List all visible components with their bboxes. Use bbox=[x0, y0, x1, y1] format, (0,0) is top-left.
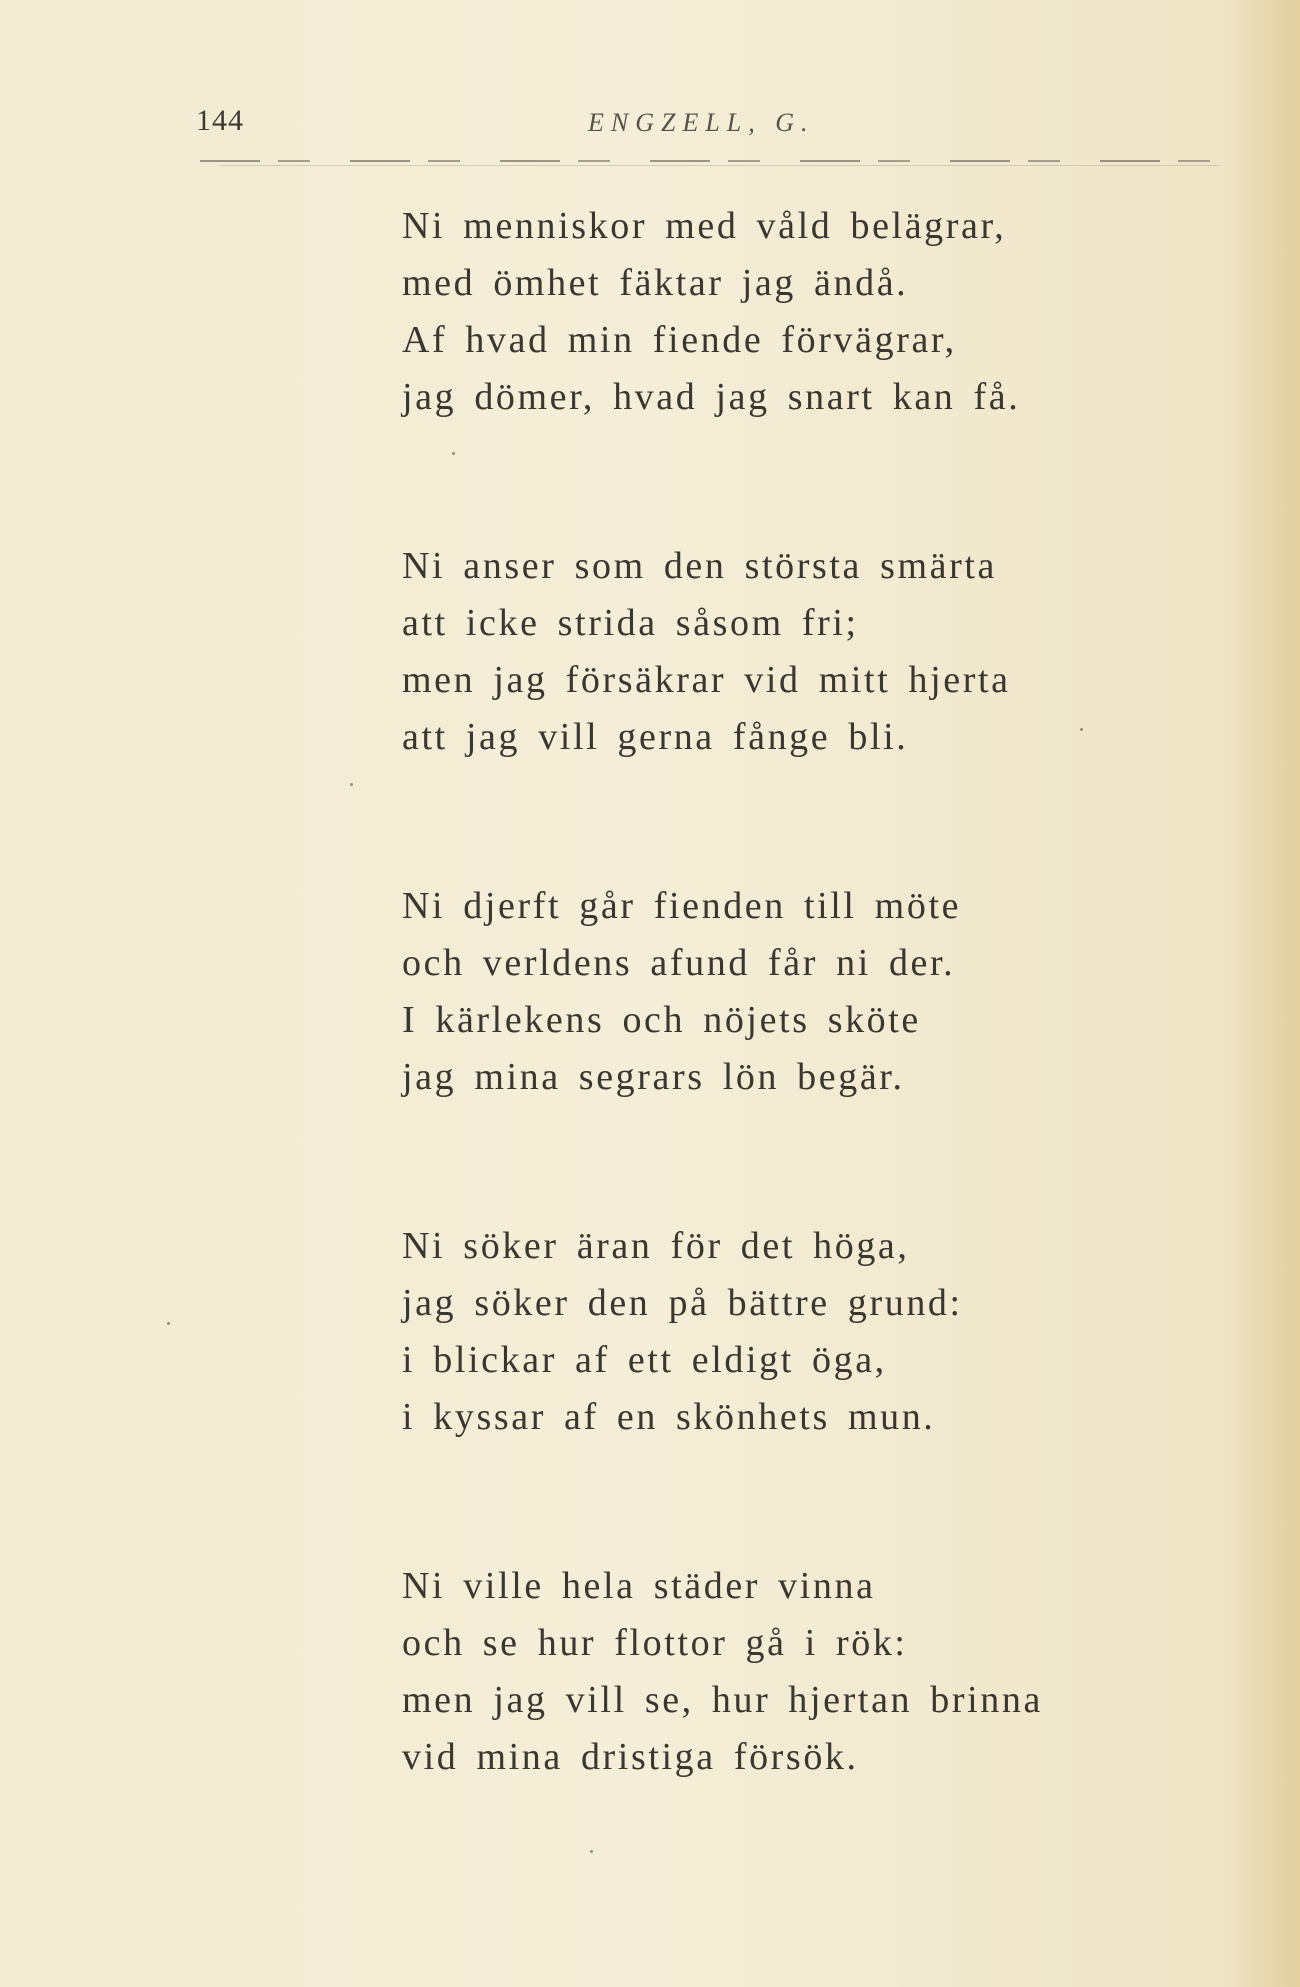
verse-line: I kärlekens och nöjets sköte bbox=[402, 999, 921, 1041]
running-head: ENGZELL, G. bbox=[588, 108, 815, 137]
header-rule-faint bbox=[220, 165, 1220, 166]
stanza bbox=[402, 538, 1202, 766]
page-number: 144 bbox=[196, 104, 244, 137]
stanza-gap bbox=[402, 766, 1202, 878]
verse-line: att jag vill gerna fånge bli. bbox=[402, 716, 909, 758]
verse-line: men jag vill se, hur hjertan brinna bbox=[402, 1679, 1043, 1721]
verse-line: Ni ville hela städer vinna bbox=[402, 1565, 876, 1607]
verse-line: men jag försäkrar vid mitt hjerta bbox=[402, 659, 1011, 701]
paper-speck bbox=[350, 783, 353, 786]
paper-speck bbox=[452, 452, 455, 455]
verse-line: i blickar af ett eldigt öga, bbox=[402, 1339, 887, 1381]
verse-line: Af hvad min fiende förvägrar, bbox=[402, 319, 957, 361]
verse-line: och verldens afund får ni der. bbox=[402, 942, 956, 984]
verse-line: och se hur flottor gå i rök: bbox=[402, 1622, 908, 1664]
stanza bbox=[402, 1218, 1202, 1446]
stanza bbox=[402, 198, 1202, 426]
verse-line: jag mina segrars lön begär. bbox=[402, 1056, 905, 1098]
page-edge-shading bbox=[1230, 0, 1300, 1987]
verse-line: i kyssar af en skönhets mun. bbox=[402, 1396, 936, 1438]
paper-speck bbox=[1080, 728, 1083, 731]
verse-line: vid mina dristiga försök. bbox=[402, 1736, 859, 1778]
verse-line: Ni djerft går fienden till möte bbox=[402, 885, 962, 927]
verse-line: med ömhet fäktar jag ändå. bbox=[402, 262, 909, 304]
stanza bbox=[402, 1558, 1202, 1786]
verse-line: att icke strida såsom fri; bbox=[402, 602, 859, 644]
verse-line: Ni anser som den största smärta bbox=[402, 545, 997, 587]
verse-line: jag dömer, hvad jag snart kan få. bbox=[402, 376, 1021, 418]
paper-speck bbox=[590, 1850, 593, 1853]
stanza-gap bbox=[402, 426, 1202, 538]
poem bbox=[402, 198, 1202, 1786]
verse-line: Ni söker äran för det höga, bbox=[402, 1225, 910, 1267]
stanza-gap bbox=[402, 1106, 1202, 1218]
verse-line: Ni menniskor med våld belägrar, bbox=[402, 205, 1007, 247]
paper-speck bbox=[167, 1322, 170, 1325]
verse-line: jag söker den på bättre grund: bbox=[402, 1282, 963, 1324]
stanza-gap bbox=[402, 1446, 1202, 1558]
stanza bbox=[402, 878, 1202, 1106]
header-rule bbox=[200, 160, 1220, 162]
